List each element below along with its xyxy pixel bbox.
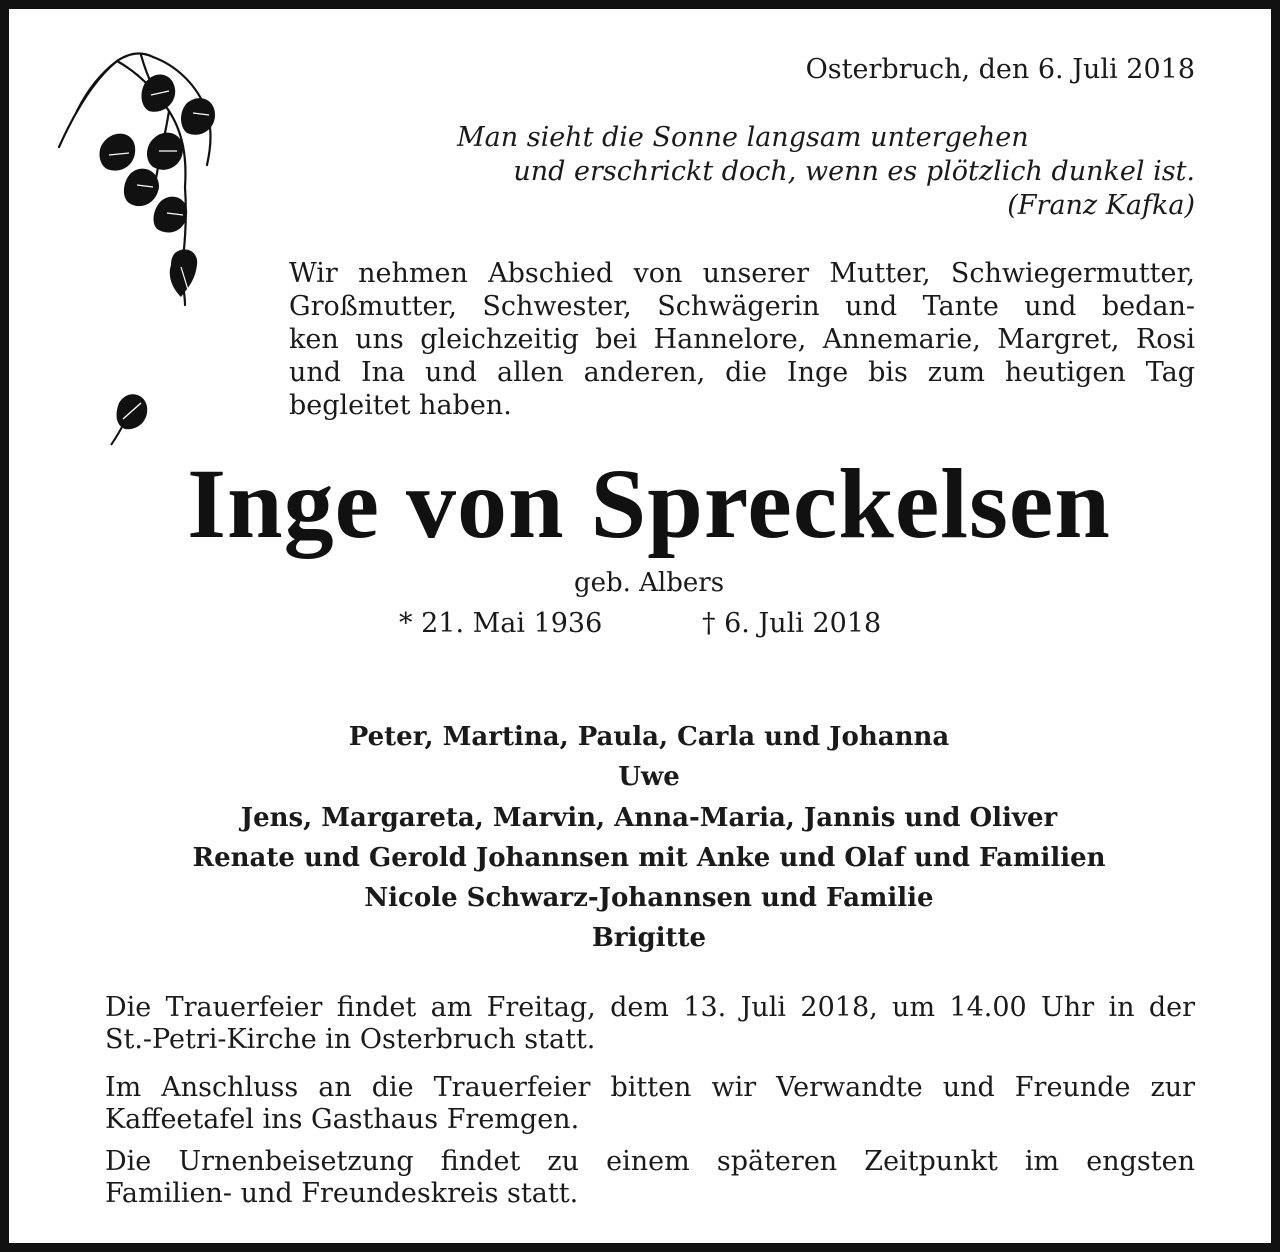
birch-branch-icon [57,47,257,309]
urn-burial-info [105,1146,1195,1210]
info-line: Familien- und Freundeskreis statt. [105,1178,579,1209]
place-date: Osterbruch, den 6. Juli 2018 [805,54,1195,85]
quote-block [389,121,1195,223]
birth-name: geb. Albers [573,568,725,598]
quote-line: Man sieht die Sonne langsam untergehen [457,122,1029,153]
info-line: Im Anschluss an die Trauerfeier bitten wir Verwandte und Freunde zur [105,1072,1195,1103]
paragraph-line: und Ina und allen anderen, die Inge bis zum heutigen Tag [289,357,1195,388]
family-list [69,717,1229,959]
death-date: † 6. Juli 2018 [702,608,882,639]
family-line: Peter, Martina, Paula, Carla und Johanna [348,722,950,752]
quote-author: (Franz Kafka) [1007,190,1195,221]
farewell-paragraph [289,257,1195,422]
funeral-info [105,992,1195,1056]
family-line: Uwe [618,762,680,793]
paragraph-line: Wir nehmen Abschied von unserer Mutter, Schwiegermutter, [289,258,1195,289]
family-line: Jens, Margareta, Marvin, Anna-Maria, Jannis und Oliver [240,802,1058,833]
paragraph-line: begleitet haben. [289,390,512,421]
falling-leaf-icon [105,383,155,447]
birth-date: * 21. Mai 1936 [399,608,603,639]
info-line: St.-Petri-Kirche in Osterbruch statt. [105,1024,596,1055]
info-line: Kaffeetafel ins Gasthaus Fremgen. [105,1104,580,1135]
coffee-info [105,1072,1195,1136]
paragraph-line: Großmutter, Schwester, Schwägerin und Tante und bedan- [289,291,1195,322]
family-line: Brigitte [591,923,707,954]
info-line: Die Urnenbeisetzung findet zu einem späteren Zeitpunkt im engsten [105,1146,1195,1177]
deceased-name: Inge von Spreckelsen [187,448,1111,559]
paragraph-line: ken uns gleichzeitig bei Hannelore, Annemarie, Margret, Rosi [289,324,1195,355]
info-line: Die Trauerfeier findet am Freitag, dem 13. Juli 2018, um 14.00 Uhr in der [105,992,1195,1023]
family-line: Renate und Gerold Johannsen mit Anke und Olaf und Familien [192,842,1106,873]
family-line: Nicole Schwarz-Johannsen und Familie [364,883,934,914]
quote-line: und erschrickt doch, wenn es plötzlich dunkel ist. [513,156,1195,187]
